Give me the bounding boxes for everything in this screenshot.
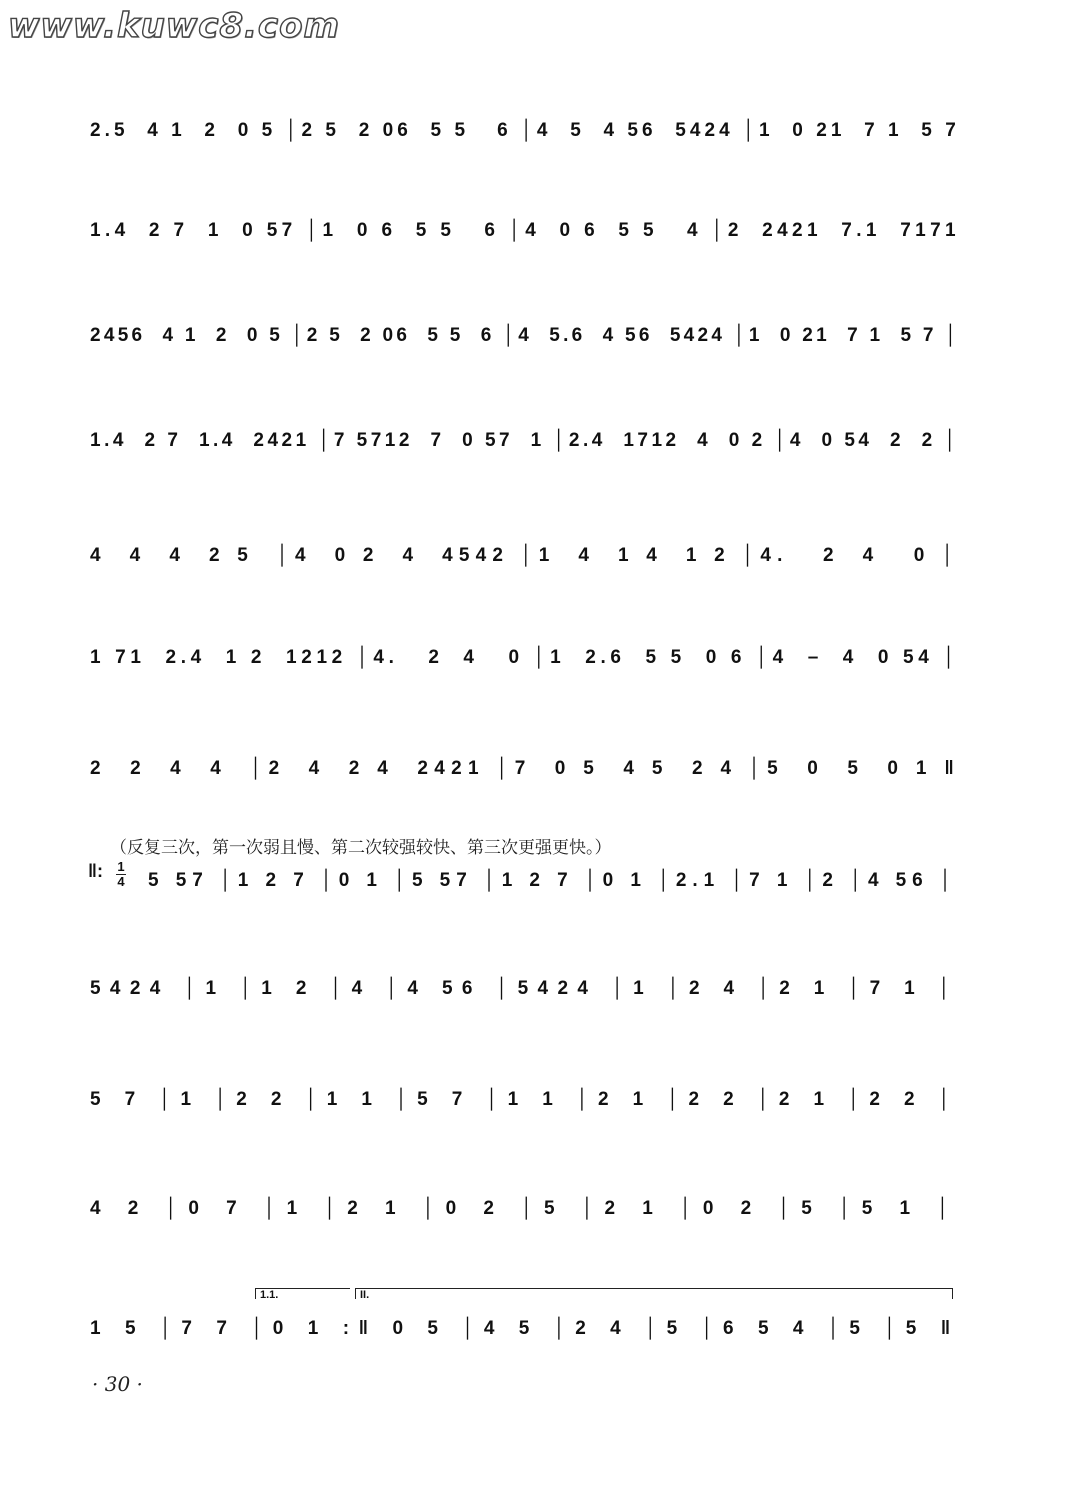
score-line-text: 1.4 2 7 1.4 2421 │7 5712 7 0 57 1 │2.4 1712 4 0 2 │4 0 54 2 2 │ [90, 430, 960, 451]
second-ending-bracket [355, 1288, 953, 1299]
score-line-text: 5 7 │1 │2 2 │1 1 │5 7 │1 1 │2 1 │2 2 │2 1 │2 2 │ [90, 1089, 960, 1110]
score-line-text: 2 2 4 4 │2 4 2 4 2421 │7 0 5 4 5 2 4 │5 0 5 0 1 ‖ [90, 758, 961, 779]
score-line-5 [90, 545, 960, 585]
score-line-text: 5424 │1 │1 2 │4 │4 56 │5424 │1 │2 4 │2 1 │7 1 │ [90, 978, 960, 999]
score-line-4 [90, 430, 960, 470]
score-line-1 [90, 120, 960, 160]
score-line-3 [90, 325, 960, 365]
score-line-text: 1 5 │7 7 │0 1 :‖ 0 5 │4 5 │2 4 │5 │6 5 4 │5 │5 ‖ [90, 1318, 960, 1339]
score-line-8 [148, 870, 958, 910]
first-ending-bracket [255, 1288, 350, 1299]
score-line-text: 1.4 2 7 1 0 57 │1 0 6 5 5 6 │4 0 6 5 5 4 │2 2421 7.1 7171 [90, 220, 961, 241]
performance-instruction: （反复三次，第一次弱且慢、第二次较强较快、第三次更强更快。） [110, 838, 612, 858]
score-line-text: 4 4 4 2 5 │4 0 2 4 4542 │1 4 1 4 1 2 │4. 2 4 0 │ [90, 545, 961, 566]
second-ending-label: II. [360, 1289, 370, 1301]
time-signature [90, 860, 126, 889]
first-ending-label: 1.1. [260, 1289, 279, 1301]
score-line-text: 4 2 │0 7 │1 │2 1 │0 2 │5 │2 1 │0 2 │5 │5 1 │ [90, 1198, 961, 1219]
score-line-7 [90, 758, 960, 798]
time-signature-numerator: 1 [117, 859, 125, 874]
score-line-text: 2456 4 1 2 0 5 │2 5 2 06 5 5 6 │4 5.6 4 56 5424 │1 0 21 7 1 5 7 │ [90, 325, 961, 346]
score-line-9 [90, 978, 960, 1018]
score-line-text: 5 57 │1 2 7 │0 1 │5 57 │1 2 7 │0 1 │2.1 │7 1 │2 │4 56 │ [148, 870, 958, 891]
page-number: · 30 · [92, 1372, 143, 1396]
score-line-text: 2.5 4 1 2 0 5 │2 5 2 06 5 5 6 │4 5 4 56 5424 │1 0 21 7 1 5 7 [90, 120, 960, 141]
score-line-2 [90, 220, 960, 260]
time-signature-denominator: 4 [117, 874, 125, 889]
watermark-text: www.kuwc8.com [8, 6, 340, 46]
repeat-sign-icon: ‖: [88, 861, 103, 881]
score-line-11 [90, 1198, 960, 1238]
score-line-12 [90, 1318, 960, 1358]
score-line-text: 1 71 2.4 1 2 1212 │4. 2 4 0 │1 2.6 5 5 0 6 │4 – 4 0 54 │ [90, 647, 960, 668]
score-line-6 [90, 647, 960, 687]
score-line-10 [90, 1089, 960, 1129]
